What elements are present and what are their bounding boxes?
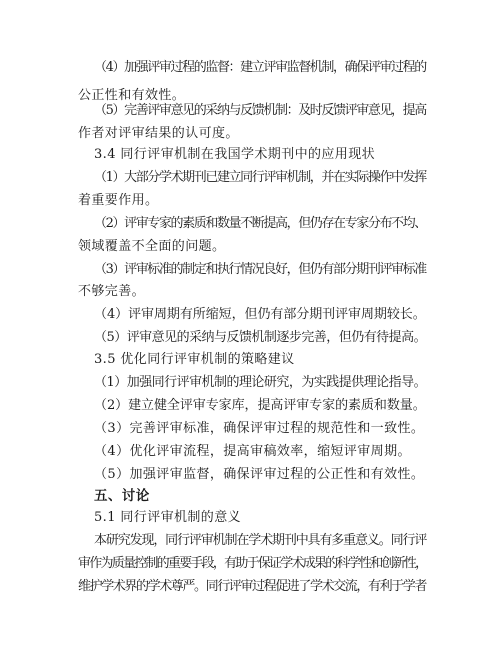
strategy-item-2: （2）建立健全评审专家库，提高评审专家的素质和数量。 — [94, 398, 426, 413]
status-item-1-cont: 着重要作用。 — [78, 193, 159, 208]
strategy-item-4: （4）优化评审流程，提高审稿效率，缩短评审周期。 — [94, 444, 411, 459]
status-item-1: （1）大部分学术期刊已建立同行评审机制，并在实际操作中发挥 — [94, 170, 426, 185]
section-5-1-heading: 5.1 同行评审机制的意义 — [94, 510, 242, 525]
strategy-item-1: （1）加强同行评审机制的理论研究，为实践提供理论指导。 — [94, 375, 427, 390]
strategy-item-5: （5）加强评审监督，确保评审过程的公正性和有效性。 — [94, 467, 425, 482]
item-5-feedback-cont: 作者对评审结果的认可度。 — [78, 126, 239, 141]
item-5-feedback: （5）完善评审意见的采纳与反馈机制：及时反馈评审意见，提高 — [94, 103, 426, 118]
discussion-paragraph-line-2: 审作为质量控制的重要手段，有助于保证学术成果的科学性和创新性， — [78, 556, 427, 571]
discussion-paragraph-line-3: 维护学术界的学术尊严。同行评审过程促进了学术交流，有利于学者 — [78, 579, 427, 594]
status-item-2: （2）评审专家的素质和数量不断提高，但仍存在专家分布不均、 — [94, 216, 426, 231]
status-item-5: （5）评审意见的采纳与反馈机制逐步完善，但仍有待提高。 — [94, 330, 427, 345]
section-3-5-heading: 3.5 优化同行评审机制的策略建议 — [94, 352, 295, 367]
status-item-4: （4）评审周期有所缩短，但仍有部分期刊评审周期较长。 — [94, 307, 426, 322]
item-4-supervision-cont: 公正性和有效性。 — [78, 88, 186, 103]
section-3-4-heading: 3.4 同行评审机制在我国学术期刊中的应用现状 — [94, 147, 376, 162]
chapter-5-heading: 五、讨论 — [94, 488, 150, 504]
strategy-item-3: （3）完善评审标准，确保评审过程的规范性和一致性。 — [94, 421, 425, 436]
status-item-3: （3）评审标准的制定和执行情况良好，但仍有部分期刊评审标准 — [94, 262, 426, 277]
status-item-3-cont: 不够完善。 — [78, 284, 146, 299]
item-4-supervision: （4）加强评审过程的监督：建立评审监督机制，确保评审过程的 — [94, 60, 426, 75]
discussion-paragraph-line-1: 本研究发现，同行评审机制在学术期刊中具有多重意义。同行评 — [94, 533, 427, 548]
status-item-2-cont: 领域覆盖不全面的问题。 — [78, 239, 226, 254]
